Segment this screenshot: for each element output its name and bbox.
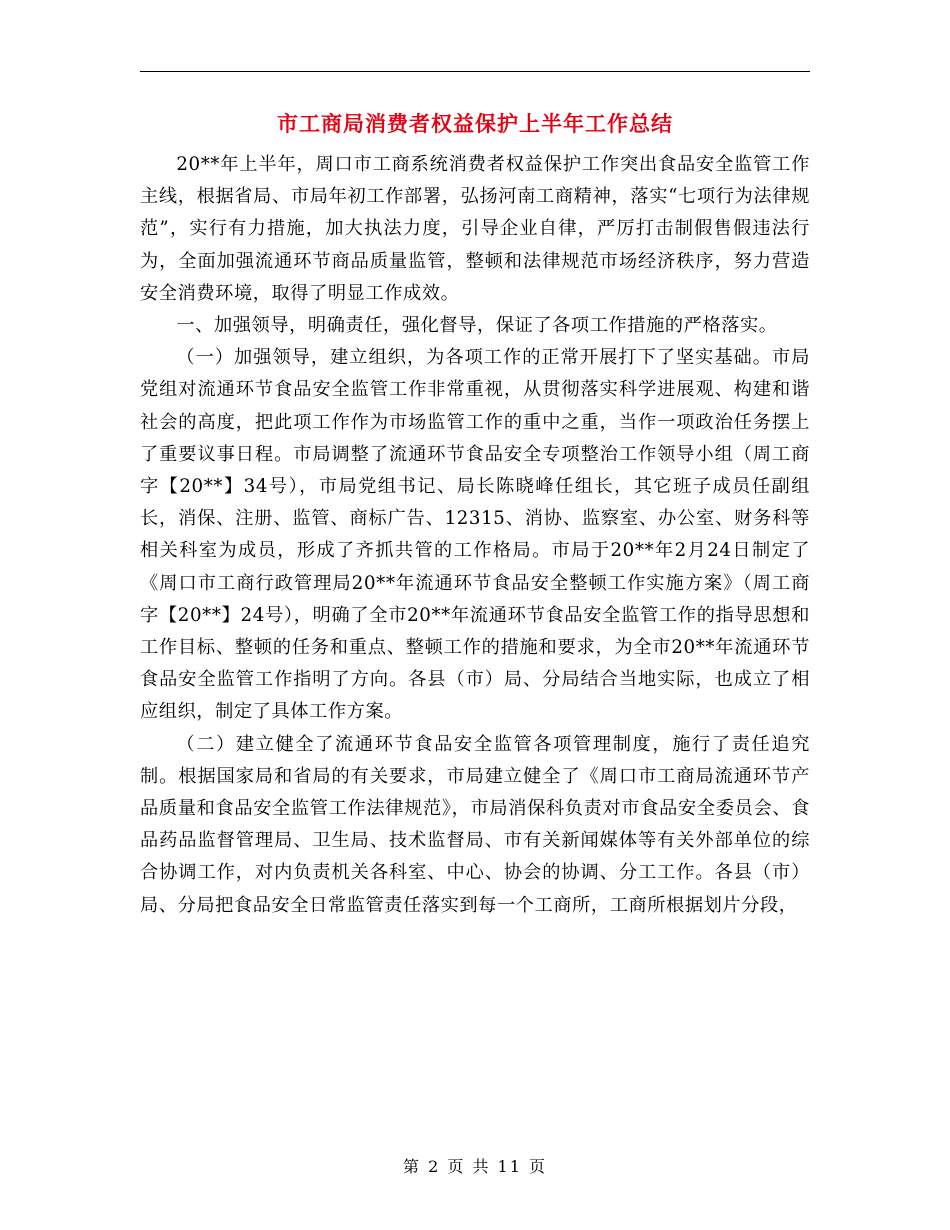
paragraph-intro: 20**年上半年，周口市工商系统消费者权益保护工作突出食品安全监管工作主线，根据省局、市局年初工作部署，弘扬河南工商精神，落实“七项行为法律规范”，实行有力措施，加大执法力度，引导企业自律，严厉打击制假售假违法行为，全面加强流通环节商品质量监管，整顿和法律规范市场经济秩序，努力营造安全消费环境，取得了明显工作成效。 bbox=[140, 154, 810, 304]
paragraph-subsection-2: （二）建立健全了流通环节食品安全监管各项管理制度，施行了责任追究制。根据国家局和省局的有关要求，市局建立健全了《周口市工商局流通环节产品质量和食品安全监管工作法律规范》，市局消保科负责对市食品安全委员会、食品药品监督管理局、卫生局、技术监督局、市有关新闻媒体等有关外部单位的综合协调工作，对内负责机关各科室、中心、协会的协调、分工工作。各县（市）局、分局把食品安全日常监管责任落实到每一个工商所，工商所根据划片分段， bbox=[140, 733, 810, 916]
paragraph-section-1-heading: 一、加强领导，明确责任，强化督导，保证了各项工作措施的严格落实。 bbox=[176, 315, 778, 337]
header-rule bbox=[140, 71, 810, 72]
document-title: 市工商局消费者权益保护上半年工作总结 bbox=[277, 111, 673, 136]
page-number: 第 2 页 共 11 页 bbox=[403, 1157, 547, 1176]
paragraph-subsection-1: （一）加强领导，建立组织，为各项工作的正常开展打下了坚实基础。市局党组对流通环节食品安全监管工作非常重视，从贯彻落实科学进展观、构建和谐社会的高度，把此项工作作为市场监管工作的重中之重，当作一项政治任务摆上了重要议事日程。市局调整了流通环节食品安全专项整治工作领导小组（周工商字【20**】34号），市局党组书记、局长陈晓峰任组长，其它班子成员任副组长，消保、注册、监管、商标广告、12315、消协、监察室、办公室、财务科等相关科室为成员，形成了齐抓共管的工作格局。市局于20**年2月24日制定了《周口市工商行政管理局20**年流通环节食品安全整顿工作实施方案》（周工商字【20**】24号），明确了全市20**年流通环节食品安全监管工作的指导思想和工作目标、整顿的任务和重点、整顿工作的措施和要求，为全市20**年流通环节食品安全监管工作指明了方向。各县（市）局、分局结合当地实际，也成立了相应组织，制定了具体工作方案。 bbox=[140, 347, 810, 723]
document-body bbox=[140, 149, 810, 922]
